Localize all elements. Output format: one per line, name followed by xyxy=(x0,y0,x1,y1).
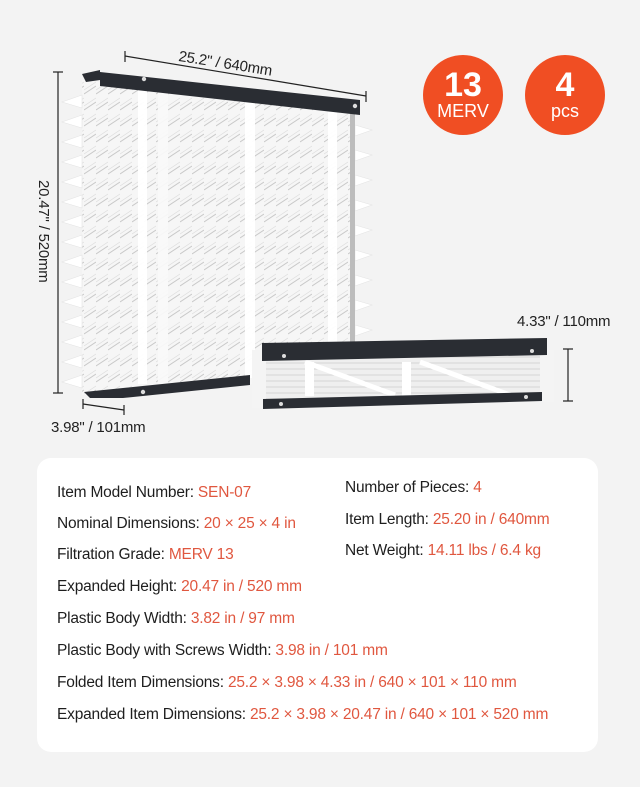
spec-value: 25.2 × 3.98 × 4.33 in / 640 × 101 × 110 mm xyxy=(227,674,517,691)
spec-label: Filtration Grade: xyxy=(57,546,169,563)
spec-expanded-dimensions xyxy=(57,706,548,724)
height-dimension-label: 20.47" / 520mm xyxy=(35,180,52,283)
merv-rating-unit: MERV xyxy=(437,101,489,121)
spec-value: 25.2 × 3.98 × 20.47 in / 640 × 101 × 520 mm xyxy=(249,706,549,723)
spec-value: 4 xyxy=(473,479,482,496)
spec-label: Nominal Dimensions: xyxy=(57,515,204,532)
piece-count-value: 4 xyxy=(555,66,575,104)
spec-filtration-grade xyxy=(57,546,234,564)
spec-model-number xyxy=(57,484,251,502)
spec-value: 14.11 lbs / 6.4 kg xyxy=(427,542,541,559)
spec-label: Net Weight: xyxy=(345,542,428,559)
spec-value: 25.20 in / 640mm xyxy=(432,511,550,528)
spec-number-of-pieces xyxy=(345,479,482,497)
piece-count-unit: pcs xyxy=(550,101,579,121)
spec-body-with-screws-width xyxy=(57,642,388,660)
depth-dimension-label: 3.98" / 101mm xyxy=(51,419,146,436)
spec-expanded-height xyxy=(57,578,302,596)
spec-value: SEN-07 xyxy=(197,484,251,501)
spec-value: 20.47 in / 520 mm xyxy=(181,578,302,595)
spec-label: Item Length: xyxy=(345,511,433,528)
spec-folded-dimensions xyxy=(57,674,517,692)
spec-label: Number of Pieces: xyxy=(345,479,474,496)
spec-label: Expanded Height: xyxy=(57,578,182,595)
folded-filter xyxy=(252,338,554,409)
spec-label: Item Model Number: xyxy=(57,484,198,501)
spec-plastic-body-width xyxy=(57,610,295,628)
spec-item-length xyxy=(345,511,549,529)
spec-net-weight xyxy=(345,542,541,560)
merv-rating-badge xyxy=(423,55,503,135)
spec-nominal-dimensions xyxy=(57,515,296,533)
spec-value: 20 × 25 × 4 in xyxy=(203,515,296,532)
width-dimension-label: 25.2" / 640mm xyxy=(177,48,274,80)
spec-value: 3.82 in / 97 mm xyxy=(190,610,295,627)
spec-value: 3.98 in / 101 mm xyxy=(275,642,388,659)
spec-label: Expanded Item Dimensions: xyxy=(57,706,250,723)
folded-height-dimension-label: 4.33" / 110mm xyxy=(517,313,611,330)
spec-label: Folded Item Dimensions: xyxy=(57,674,228,691)
merv-rating-value: 13 xyxy=(444,66,482,104)
spec-value: MERV 13 xyxy=(168,546,234,563)
spec-label: Plastic Body with Screws Width: xyxy=(57,642,276,659)
piece-count-badge xyxy=(525,55,605,135)
spec-label: Plastic Body Width: xyxy=(57,610,191,627)
